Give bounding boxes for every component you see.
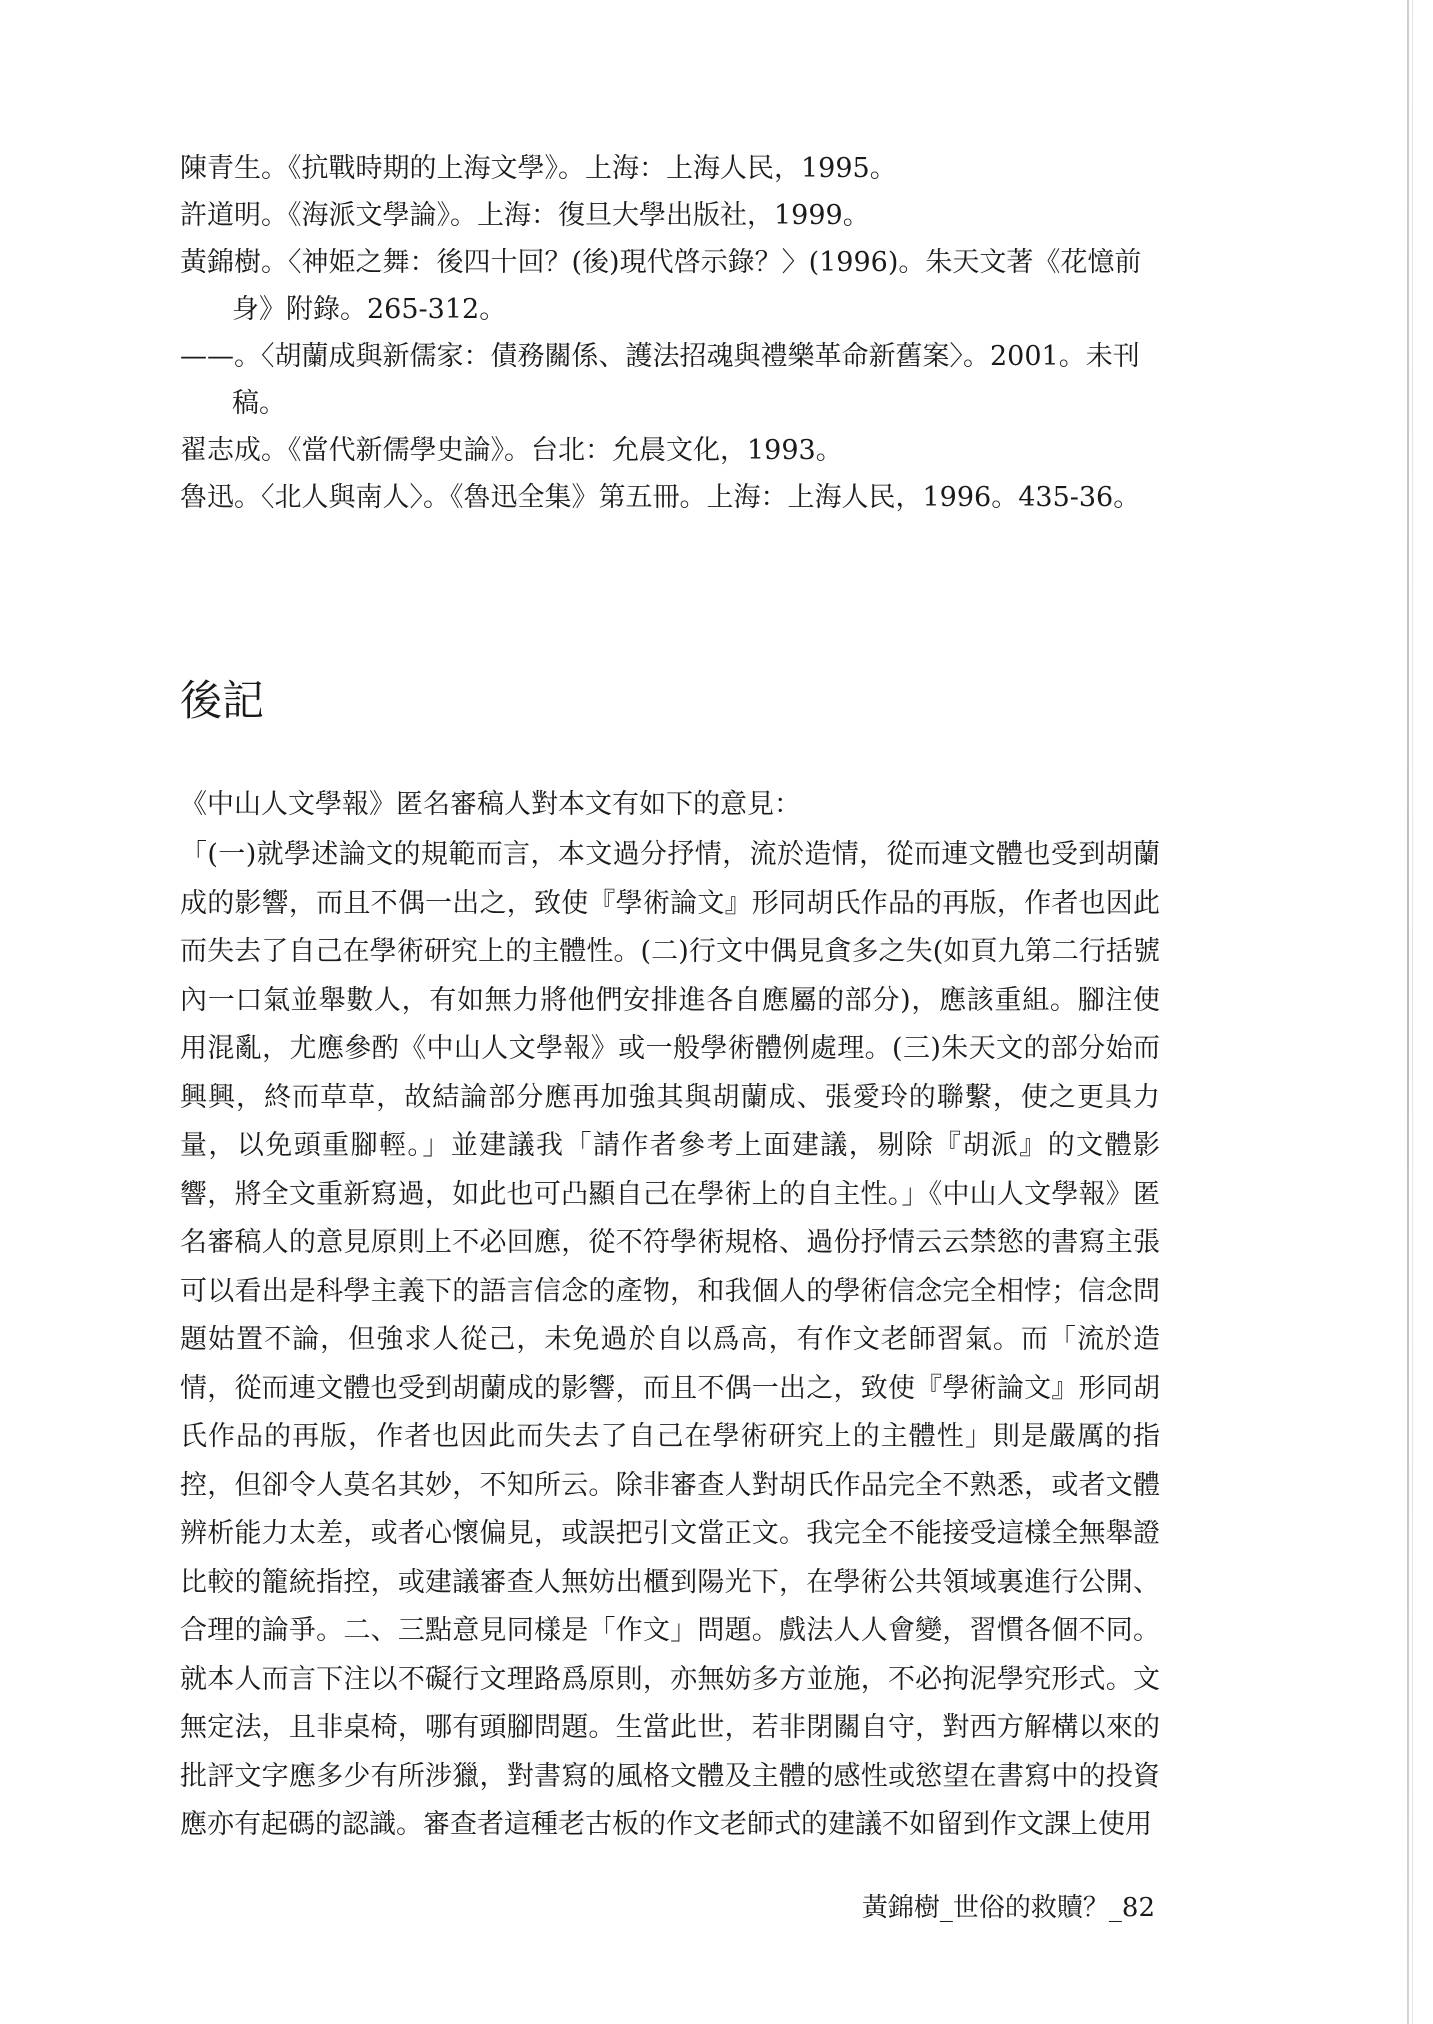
- page-edge-shadow: [1412, 0, 1413, 2024]
- page-content: [180, 145, 1160, 1850]
- body-paragraph: 「(一)就學述論文的規範而言，本文過分抒情，流於造情，從而連文體也受到胡蘭成的影響，而且不偶一出之，致使『學術論文』形同胡氏作品的再版，作者也因此而失去了自己在學術研究上的主體性。(二)行文中偶見貪多之失(如頁九第二行括號內一口氣並舉數人，有如無力將他們安排進各自應屬的部分)，應該重組。腳注使用混亂，尤應參酌《中山人文學報》或一般學術體例處理。(三)朱天文的部分始而興興，終而草草，故結論部分應再加強其與胡蘭成、張愛玲的聯繫，使之更具力量，以免頭重腳輕。」並建議我「請作者參考上面建議，剔除『胡派』的文體影響，將全文重新寫過，如此也可凸顯自己在學術上的自主性。」《中山人文學報》匿名審稿人的意見原則上不必回應，從不符學術規格、過份抒情云云禁慾的書寫主張可以看出是科學主義下的語言信念的產物，和我個人的學術信念完全相悖；信念問題姑置不論，但強求人從己，未免過於自以爲高，有作文老師習氣。而「流於造情，從而連文體也受到胡蘭成的影響，而且不偶一出之，致使『學術論文』形同胡氏作品的再版，作者也因此而失去了自己在學術研究上的主體性」則是嚴厲的指控，但卻令人莫名其妙，不知所云。除非審查人對胡氏作品完全不熟悉，或者文體辨析能力太差，或者心懷偏見，或誤把引文當正文。我完全不能接受這樣全無舉證比較的籠統指控，或建議審查人無妨出櫃到陽光下，在學術公共領域裏進行公開、合理的論爭。二、三點意見同樣是「作文」問題。戲法人人會變，習慣各個不同。就本人而言下注以不礙行文理路爲原則，亦無妨多方並施，不必拘泥學究形式。文無定法，且非桌椅，哪有頭腳問題。生當此世，若非閉關自守，對西方解構以來的批評文字應多少有所涉獵，對書寫的風格文體及主體的感性或慾望在書寫中的投資應亦有起碼的認識。審查者這種老古板的作文老師式的建議不如留到作文課上使用: [180, 839, 1160, 1840]
- page-footer: 黃錦樹_世俗的救贖？_82: [861, 1893, 1155, 1923]
- reference-entry: 翟志成。《當代新儒學史論》。台北：允晨文化，1993。: [180, 435, 843, 466]
- reference-entry: ——。〈胡蘭成與新儒家：債務關係、護法招魂與禮樂革命新舊案〉。2001。未刊稿。: [180, 341, 1140, 419]
- reference-entry: 黃錦樹。〈神姫之舞：後四十回？(後)現代啓示錄？〉(1996)。朱天文著《花憶前身》附錄。265-312。: [180, 247, 1142, 325]
- page-edge-line: [1407, 0, 1409, 2024]
- reference-entry: 魯迅。〈北人與南人〉。《魯迅全集》第五冊。上海：上海人民，1996。435-36。: [180, 482, 1141, 513]
- reference-list: [180, 145, 1160, 521]
- intro-paragraph: 《中山人文學報》匿名審稿人對本文有如下的意見：: [180, 789, 801, 820]
- section-heading: 後記: [180, 676, 265, 725]
- reference-entry: 陳青生。《抗戰時期的上海文學》。上海：上海人民，1995。: [180, 153, 897, 184]
- reference-entry: 許道明。《海派文學論》。上海：復旦大學出版社，1999。: [180, 200, 870, 231]
